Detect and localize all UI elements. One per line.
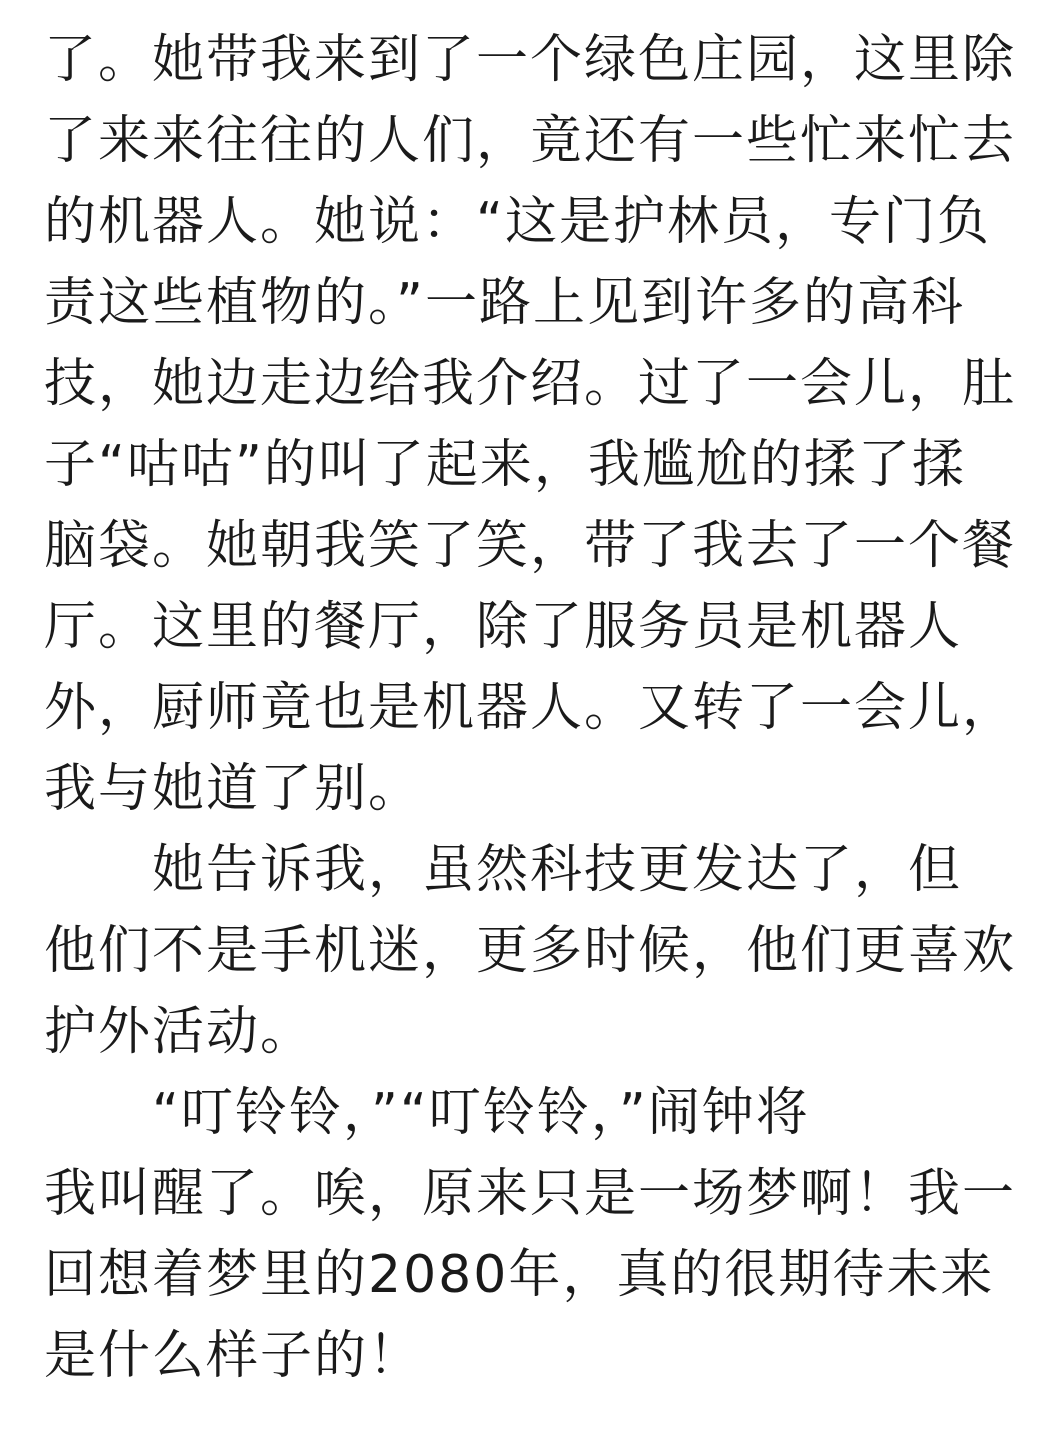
text-line: 外，厨师竟也是机器人。又转了一会儿，: [44, 678, 1017, 738]
text-line: 子“咕咕”的叫了起来，我尴尬的揉了揉: [44, 435, 966, 495]
text-line: 责这些植物的。”一路上见到许多的高科: [44, 273, 965, 333]
text-line: 的机器人。她说：“这是护林员，专门负: [44, 192, 991, 252]
text-line: 厅。这里的餐厅，除了服务员是机器人: [44, 597, 963, 657]
text-line: 了来来往往的人们，竟还有一些忙来忙去: [44, 111, 1017, 171]
text-line: 他们不是手机迷，更多时候，他们更喜欢: [44, 921, 1017, 981]
text-line: “叮铃铃，”“叮铃铃，”闹钟将: [44, 1083, 810, 1143]
text-line: 技，她边走边给我介绍。过了一会儿，肚: [44, 354, 1017, 414]
text-line: 她告诉我，虽然科技更发达了，但: [44, 840, 963, 900]
text-line: 了。她带我来到了一个绿色庄园，这里除: [44, 30, 1017, 90]
text-line: 是什么样子的！: [44, 1326, 423, 1386]
text-line: 我叫醒了。唉，原来只是一场梦啊！我一: [44, 1164, 1017, 1224]
text-line: 我与她道了别。: [44, 759, 423, 819]
text-line: 脑袋。她朝我笑了笑，带了我去了一个餐: [44, 516, 1017, 576]
text-line: 护外活动。: [44, 1002, 315, 1062]
text-line: 回想着梦里的2080年，真的很期待未来: [44, 1245, 995, 1305]
